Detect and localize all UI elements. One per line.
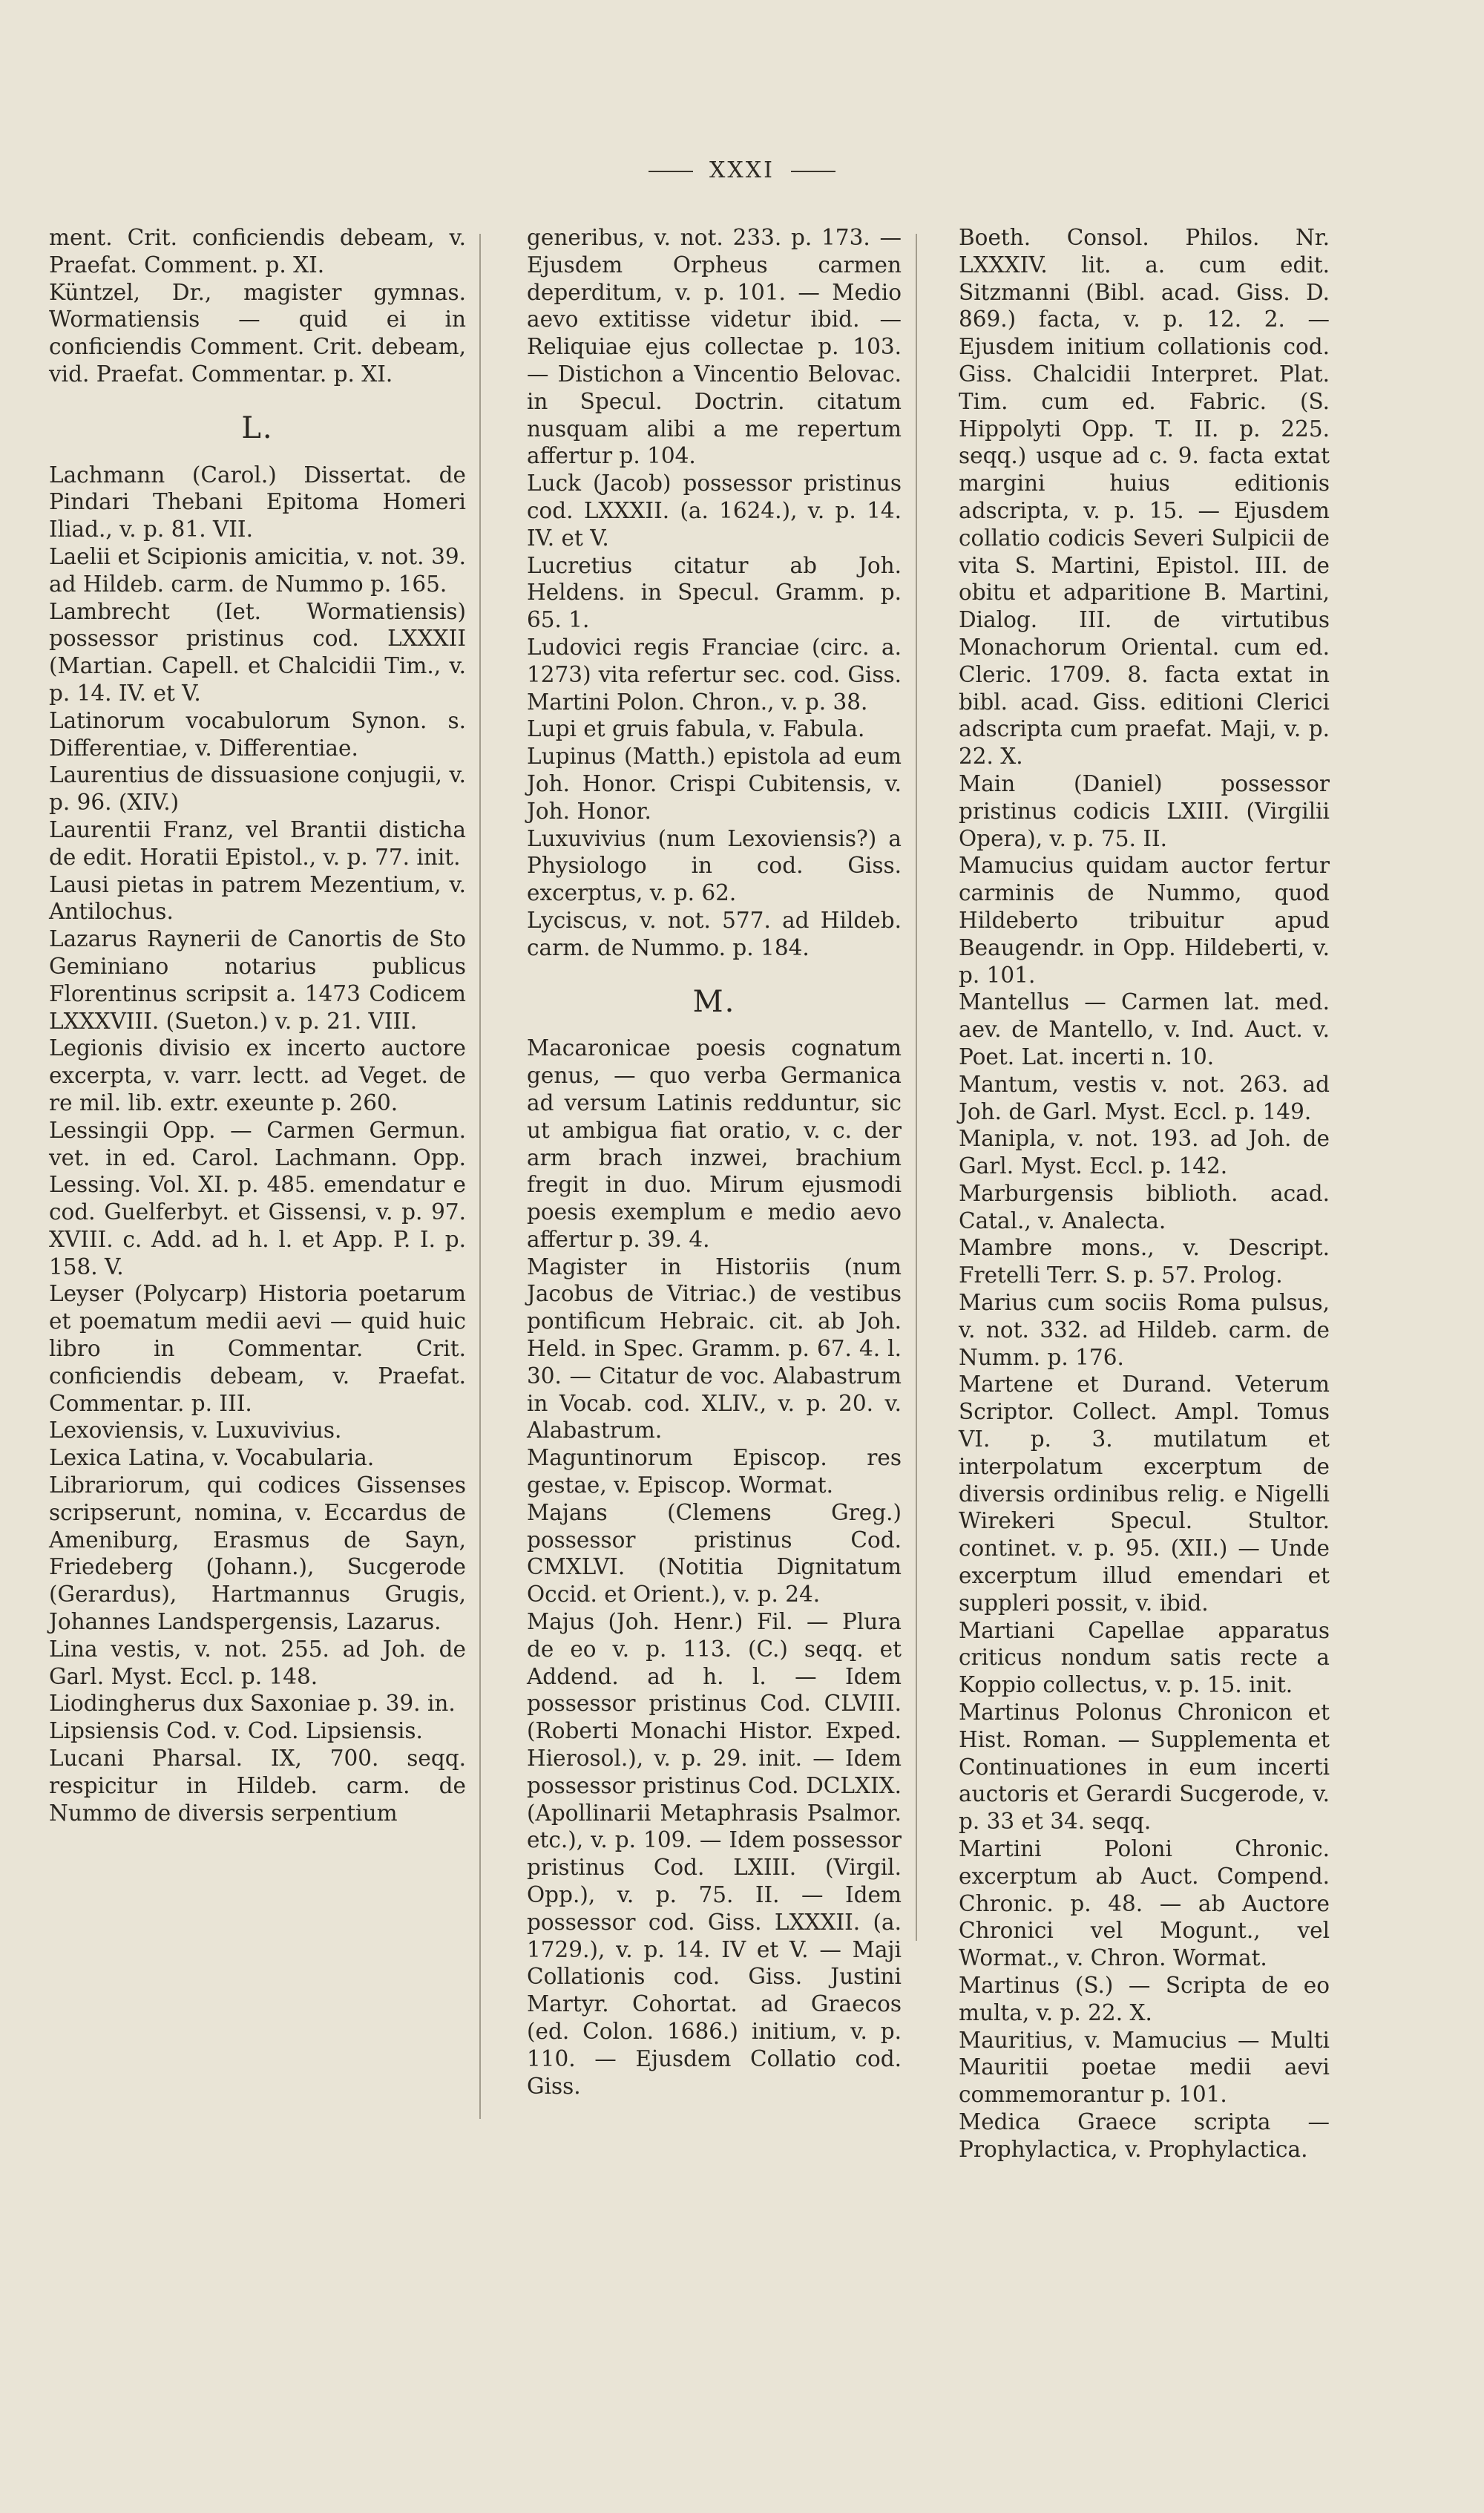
index-entry: Lazarus Raynerii de Canortis de Sto Geminiano notarius publicus Florentinus scripsit a. 1473 Codicem LXXXVIII. (Sueton.) v. p. 21. VIII. [49, 926, 466, 1034]
index-entry: Legionis divisio ex incerto auctore excerpta, v. varr. lectt. ad Veget. de re mil. lib. extr. exeunte p. 260. [49, 1035, 466, 1115]
index-entry: Laelii et Scipionis amicitia, v. not. 39. ad Hildeb. carm. de Nummo p. 165. [49, 543, 466, 597]
index-entry: Lessingii Opp. — Carmen Germun. vet. in ed. Carol. Lachmann. Opp. Lessing. Vol. XI. p. 485. emendatur e cod. Guelferbyt. et Gissensi, v. p. 97. XVIII. c. Add. ad h. l. et App. P. I. p. 158. V. [49, 1117, 466, 1280]
index-entry: Librariorum, qui codices Gissenses scripserunt, nomina, v. Eccardus de Ameniburg, Erasmus de Sayn, Friedeberg (Johann.), Sucgerode (Gerardus), Hartmannus Grugis, Johannes Landspergensis, Lazarus. [49, 1472, 466, 1635]
index-entry: Macaronicae poesis cognatum genus, — quo verba Germanica ad versum Latinis redduntur, sic ut ambigua fiat oratio, v. c. der arm brach inzwei, brachium fregit in duo. Mirum ejusmodi poesis exemplum e medio aevo affertur p. 39. 4. [527, 1035, 902, 1252]
index-entry: Marius cum sociis Roma pulsus, v. not. 332. ad Hildeb. carm. de Numm. p. 176. [959, 1290, 1330, 1370]
index-entry-continued: generibus, v. not. 233. p. 173. — Ejusdem Orpheus carmen deperditum, v. p. 101. — Medio aevo extitisse videtur ibid. — Reliquiae ejus collectae p. 103. — Distichon a Vincentio Belovac. in Specul. Doctrin. citatum nusquam alibi a me repertum affertur p. 104. [527, 225, 902, 469]
index-column-3 [959, 224, 1330, 2163]
index-entry: Martinus (S.) — Scripta de eo multa, v. p. 22. X. [959, 1973, 1330, 2025]
header-dash-right [791, 171, 835, 172]
index-entry: Lipsiensis Cod. v. Cod. Lipsiensis. [49, 1718, 423, 1744]
index-entry: Lupinus (Matth.) epistola ad eum Joh. Honor. Crispi Cubitensis, v. Joh. Honor. [527, 744, 902, 824]
index-entry: Manipla, v. not. 193. ad Joh. de Garl. Myst. Eccl. p. 142. [959, 1126, 1330, 1179]
index-entry: Luxuvivius (num Lexoviensis?) a Physiologo in cod. Giss. excerptus, v. p. 62. [527, 825, 902, 906]
section-letter-m: M. [692, 984, 736, 1019]
index-entry-continued: ment. Crit. conficiendis debeam, v. Praefat. Comment. p. XI. [49, 225, 466, 278]
index-entry: Lucani Pharsal. IX, 700. seqq. respicitur in Hildeb. carm. de Nummo de diversis serpentium [49, 1746, 466, 1826]
index-entry-continued: Boeth. Consol. Philos. Nr. LXXXIV. lit. a. cum edit. Sitzmanni (Bibl. acad. Giss. D. 869.) facta, v. p. 12. 2. — Ejusdem initium collationis cod. Giss. Chalcidii Interpret. Plat. Tim. cum ed. Fabric. (S. Hippolyti Opp. T. II. p. 225. seqq.) usque ad c. 9. facta extat margini huius editionis adscripta, v. p. 15. — Ejusdem collatio codicis Severi Sulpicii de vita S. Martini, Epistol. III. de obitu et adparitione B. Martini, Dialog. III. de virtutibus Monachorum Oriental. cum ed. Cleric. 1709. 8. facta extat in bibl. acad. Giss. editioni Clerici adscripta cum praefat. Maji, v. p. 22. X. [959, 225, 1330, 770]
index-column-1 [49, 224, 466, 1826]
index-entry: Mantum, vestis v. not. 263. ad Joh. de Garl. Myst. Eccl. p. 149. [959, 1071, 1330, 1124]
index-entry: Luck (Jacob) possessor pristinus cod. LXXXII. (a. 1624.), v. p. 14. IV. et V. [527, 471, 902, 551]
section-letter-l: L. [241, 410, 274, 445]
index-entry: Majans (Clemens Greg.) possessor pristinus Cod. CMXLVI. (Notitia Dignitatum Occid. et Orient.), v. p. 24. [527, 1499, 902, 1608]
index-entry: Mambre mons., v. Descript. Fretelli Terr. S. p. 57. Prolog. [959, 1235, 1330, 1288]
page-header [0, 157, 1484, 183]
index-entry: Lexoviensis, v. Luxuvivius. [49, 1418, 342, 1444]
index-entry: Küntzel, Dr., magister gymnas. Wormatiensis — quid ei in conficiendis Comment. Crit. debeam, vid. Praefat. Commentar. p. XI. [49, 279, 466, 387]
index-entry: Liodingherus dux Saxoniae p. 39. in. [49, 1691, 456, 1717]
index-entry: Maguntinorum Episcop. res gestae, v. Episcop. Wormat. [527, 1445, 902, 1498]
index-entry: Lausi pietas in patrem Mezentium, v. Antilochus. [49, 871, 466, 925]
index-entry: Lina vestis, v. not. 255. ad Joh. de Garl. Myst. Eccl. p. 148. [49, 1636, 466, 1689]
index-entry: Leyser (Polycarp) Historia poetarum et poematum medii aevi — quid huic libro in Commentar. Crit. conficiendis debeam, v. Praefat. Commentar. p. III. [49, 1281, 466, 1416]
index-entry: Ludovici regis Franciae (circ. a. 1273) vita refertur sec. cod. Giss. Martini Polon. Chron., v. p. 38. [527, 634, 902, 715]
index-entry: Lambrecht (Iet. Wormatiensis) possessor pristinus cod. LXXXII (Martian. Capell. et Chalcidii Tim., v. p. 14. IV. et V. [49, 598, 466, 706]
index-entry: Lupi et gruis fabula, v. Fabula. [527, 716, 865, 742]
index-entry: Main (Daniel) possessor pristinus codicis LXIII. (Virgilii Opera), v. p. 75. II. [959, 770, 1330, 851]
index-entry: Mamucius quidam auctor fertur carminis de Nummo, quod Hildeberto tribuitur apud Beaugendr. in Opp. Hildeberti, v. p. 101. [959, 853, 1330, 988]
index-entry: Marburgensis biblioth. acad. Catal., v. Analecta. [959, 1180, 1330, 1233]
index-entry: Majus (Joh. Henr.) Fil. — Plura de eo v. p. 113. (C.) seqq. et Addend. ad h. l. — Idem possessor pristinus Cod. CLVIII. (Roberti Monachi Histor. Exped. Hierosol.), v. p. 29. init. — Idem possessor pristinus Cod. DCLXIX. (Apollinarii Metaphrasis Psalmor. etc.), v. p. 109. — Idem possessor pristinus Cod. LXIII. (Virgil. Opp.), v. p. 75. II. — Idem possessor cod. Giss. LXXXII. (a. 1729.), v. p. 14. IV et V. — Maji Collationis cod. Giss. Justini Martyr. Cohortat. ad Graecos (ed. Colon. 1686.) initium, v. p. 110. — Ejusdem Collatio cod. Giss. [527, 1609, 902, 2099]
column-rule-left [479, 234, 481, 2119]
index-entry: Martinus Polonus Chronicon et Hist. Roman. — Supplementa et Continuationes in eum incerti auctoris et Gerardi Sucgerode, v. p. 33 et 34. seqq. [959, 1700, 1330, 1835]
column-rule-right [916, 234, 917, 1941]
page-number: XXXI [709, 157, 775, 183]
index-entry: Lexica Latina, v. Vocabularia. [49, 1445, 375, 1471]
index-entry: Mantellus — Carmen lat. med. aev. de Mantello, v. Ind. Auct. v. Poet. Lat. incerti n. 10. [959, 989, 1330, 1069]
index-entry: Laurentius de dissuasione conjugii, v. p. 96. (XIV.) [49, 762, 466, 816]
index-entry: Lyciscus, v. not. 577. ad Hildeb. carm. de Nummo. p. 184. [527, 907, 902, 960]
index-entry: Lucretius citatur ab Joh. Heldens. in Specul. Gramm. p. 65. 1. [527, 552, 902, 633]
index-column-2 [527, 224, 902, 2100]
index-entry: Martene et Durand. Veterum Scriptor. Collect. Ampl. Tomus VI. p. 3. mutilatum et interpolatum excerptum de diversis ordinibus relig. e Nigelli Wirekeri Specul. Stultor. continet. v. p. 95. (XII.) — Unde excerptum illud emendari et suppleri possit, v. ibid. [959, 1372, 1330, 1616]
index-entry: Medica Graece scripta — Prophylactica, v. Prophylactica. [959, 2109, 1330, 2162]
index-entry: Mauritius, v. Mamucius — Multi Mauritii poetae medii aevi commemorantur p. 101. [959, 2027, 1330, 2108]
index-entry: Martiani Capellae apparatus criticus nondum satis recte a Koppio collectus, v. p. 15. init. [959, 1617, 1330, 1698]
index-entry: Laurentii Franz, vel Brantii disticha de edit. Horatii Epistol., v. p. 77. init. [49, 816, 466, 870]
index-entry: Latinorum vocabulorum Synon. s. Differentiae, v. Differentiae. [49, 707, 466, 761]
index-entry: Magister in Historiis (num Jacobus de Vitriac.) de vestibus pontificum Hebraic. cit. ab Joh. Held. in Spec. Gramm. p. 67. 4. l. 30. — Citatur de voc. Alabastrum in Vocab. cod. XLIV., v. p. 20. v. Alabastrum. [527, 1254, 902, 1444]
index-entry: Lachmann (Carol.) Dissertat. de Pindari Thebani Epitoma Homeri Iliad., v. p. 81. VII. [49, 462, 466, 543]
header-dash-left [649, 171, 693, 172]
index-entry: Martini Poloni Chronic. excerptum ab Auct. Compend. Chronic. p. 48. — ab Auctore Chronici vel Mogunt., vel Wormat., v. Chron. Wormat. [959, 1836, 1330, 1971]
